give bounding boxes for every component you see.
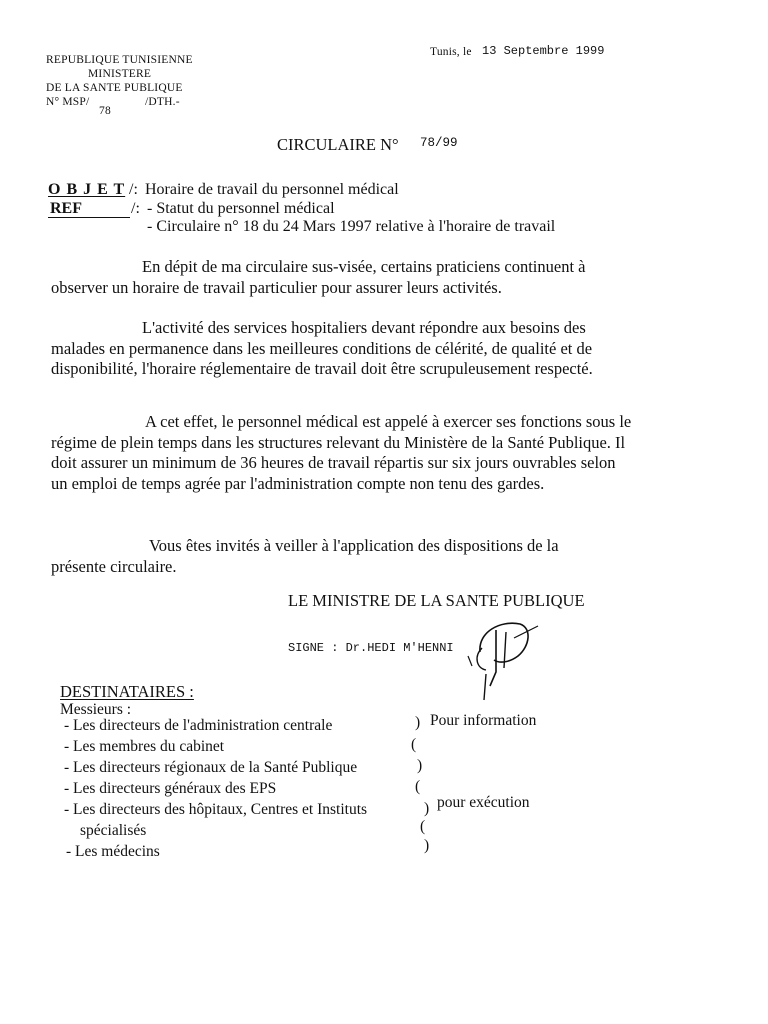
header-ministry-line-3: DE LA SANTE PUBLIQUE bbox=[46, 82, 183, 94]
salutation: Messieurs : bbox=[60, 701, 132, 718]
destinataire-item-6: - Les médecins bbox=[66, 843, 160, 860]
header-ref-number: 78 bbox=[99, 105, 111, 117]
paragraph-3: A cet effet, le personnel médical est appelé à exercer ses fonctions sous le régime de plein temps dans les structures relevant du Ministère de la Santé Publique. Il doit assurer un minimum de 36 heures de travail répartis sur six jours ouvrables selon un emploi de temps agrée par l'administration compte non tenu des gardes. bbox=[51, 412, 632, 493]
objet-text: Horaire de travail du personnel médical bbox=[145, 181, 399, 198]
date-prefix: Tunis, le bbox=[430, 46, 472, 58]
bracket-3: ) bbox=[417, 757, 423, 774]
ref-underline bbox=[48, 217, 130, 218]
ref-item-2: - Circulaire n° 18 du 24 Mars 1997 relative à l'horaire de travail bbox=[147, 218, 556, 235]
destinataire-item-2: - Les membres du cabinet bbox=[64, 738, 225, 755]
header-ref-suffix: /DTH.- bbox=[145, 96, 180, 108]
paragraph-2: L'activité des services hospitaliers devant répondre aux besoins des malades en permanence dans les meilleures conditions de célérité, de qualité et de disponibilité, l'horaire réglementaire de travail doit être scrupuleusement respecté. bbox=[51, 318, 593, 378]
paragraph-4: Vous êtes invités à veiller à l'application des dispositions de la présente circulaire. bbox=[51, 536, 559, 576]
bracket-2: ( bbox=[411, 736, 417, 753]
bracket-4: ( bbox=[415, 778, 421, 795]
exec-label: pour exécution bbox=[437, 794, 530, 811]
ref-item-1: - Statut du personnel médical bbox=[147, 200, 335, 217]
bracket-6: ( bbox=[420, 818, 426, 835]
header-ref-prefix: N° MSP/ bbox=[46, 96, 90, 108]
info-label: Pour information bbox=[430, 712, 537, 729]
paragraph-1: En dépit de ma circulaire sus-visée, certains praticiens continuent à observer un horaire de travail particulier pour assurer leurs activités. bbox=[51, 257, 586, 297]
date-value: 13 Septembre 1999 bbox=[482, 44, 605, 58]
handwritten-signature bbox=[460, 612, 540, 704]
bracket-7: ) bbox=[424, 837, 430, 854]
minister-title: LE MINISTRE DE LA SANTE PUBLIQUE bbox=[288, 591, 585, 610]
destinataire-item-3: - Les directeurs régionaux de la Santé Publique bbox=[64, 759, 358, 776]
destinataire-item-1: - Les directeurs de l'administration centrale bbox=[64, 717, 333, 734]
signed-by: SIGNE : Dr.HEDI M'HENNI bbox=[288, 641, 454, 655]
destinataire-item-5: - Les directeurs des hôpitaux, Centres et Instituts bbox=[64, 801, 368, 818]
header-ministry-line-2: MINISTERE bbox=[88, 68, 152, 80]
destinataire-item-4: - Les directeurs généraux des EPS bbox=[64, 780, 277, 797]
objet-label: O B J E T bbox=[48, 181, 126, 198]
destinataires-heading: DESTINATAIRES : bbox=[60, 682, 194, 701]
header-ministry-line-1: REPUBLIQUE TUNISIENNE bbox=[46, 54, 193, 66]
circulaire-number: 78/99 bbox=[420, 136, 458, 150]
circulaire-title: CIRCULAIRE N° bbox=[277, 135, 399, 154]
destinataire-item-5-cont: spécialisés bbox=[80, 822, 147, 839]
bracket-1: ) bbox=[415, 714, 421, 731]
ref-label: REF bbox=[50, 200, 82, 217]
bracket-5: ) bbox=[424, 800, 430, 817]
ref-sep: /: bbox=[131, 200, 140, 217]
objet-sep: /: bbox=[129, 181, 138, 198]
